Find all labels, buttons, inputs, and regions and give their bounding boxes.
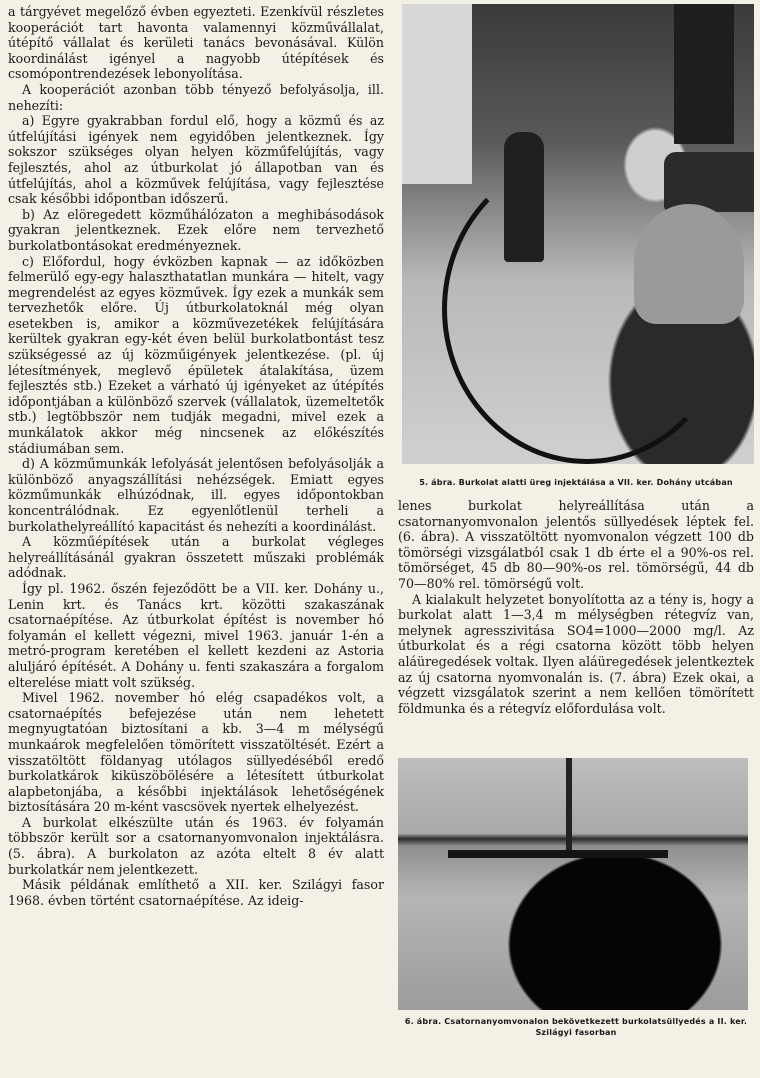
- paragraph: Mivel 1962. november hó elég csapadékos volt, a csatornaépítés befejezése után nem lehetett megnyugtatóan biztosítani a kb. 3—4 m mélységű munkaárok megfelelően tömörített visszatöltését. Ezért a visszatöltött földanyag utólagos süllyedéséből eredő burkolatkárok kiküszöbölésére a létesített útburkolat alapbetonjába, a későbbi injektálások lehetőségének biztosítására 20 m-ként vascsövek nyertek elhelyezést.: [8, 690, 384, 815]
- right-text-block: [398, 498, 754, 716]
- paragraph: A burkolat elkészülte után és 1963. év folyamán többször került sor a csatornanyomvonalon injektálásra. (5. ábra). A burkolaton az azóta eltelt 8 év alatt burkolatkár nem jelentkezett.: [8, 814, 384, 877]
- paragraph: A közműépítések után a burkolat végleges helyreállításánál gyakran összetett műszaki problémák adódnak.: [8, 534, 384, 581]
- paragraph: a) Egyre gyakrabban fordul elő, hogy a közmű és az útfelújítási igények nem egyidőben jelentkeznek. Így sokszor szükséges olyan helyen közműfelújítás, vagy fejlesztés, ahol az útburkolat jó állapotban van és útfelújítás, ahol a közművek felújítása, vagy fejlesztése csak későbbi időpontban időszerű.: [8, 113, 384, 207]
- paragraph: c) Előfordul, hogy évközben kapnak — az időközben felmerülő egy-egy halaszthatatlan munkára — hitelt, vagy megrendelést az egyes közművek. Így ezek a munkák sem tervezhetők előre. Új útburkolatoknál még olyan esetekben is, amikor a közművezetékek felújítására kerültek gyakran egy-két éven belül burkolatbontást tesz szükségessé az új közműigények jelentkezése. (pl. új létesítmények, meglevő épületek átalakítása, üzem fejlesztés stb.) Ezeket a várható új igényeket az útépítés időpontjában a különböző szervek (vállalatok, üzemeltetők stb.) legtöbbször nem tudják megadni, mivel ezek a munkálatok akkor még nincsenek az előkészítés stádiumában sem.: [8, 253, 384, 456]
- paragraph: lenes burkolat helyreállítása után a csatornanyomvonalon jelentős süllyedések léptek fel. (6. ábra). A visszatöltött nyomvonalon végzett 100 db tömörségi vizsgálatból csak 1 db érte el a 90%-os rel. tömörséget, 45 db 80—90%-os rel. tömörségű, 44 db 70—80% rel. tömörségű volt.: [398, 498, 754, 591]
- paragraph: a tárgyévet megelőző évben egyezteti. Ezenkívül részletes kooperációt tart havonta valamennyi közművállalat, útépítő vállalat és kerületi tanács bevonásával. Külön koordinálást igényel a nagyobb útépítések és csomópontrendezések lebonyolítása.: [8, 4, 384, 82]
- paragraph: Másik példának említhető a XII. ker. Szilágyi fasor 1968. évben történt csatornaépítése. Az ideig-: [8, 877, 384, 908]
- left-text-column: [8, 4, 384, 908]
- figure-5-caption: 5. ábra. Burkolat alatti üreg injektálása a VII. ker. Dohány utcában: [419, 478, 733, 487]
- figure-5-photo: [402, 4, 754, 464]
- right-column: [398, 4, 754, 1038]
- paragraph: A kooperációt azonban több tényező befolyásolja, ill. nehezíti:: [8, 81, 384, 113]
- paragraph: A kialakult helyzetet bonyolította az a tény is, hogy a burkolat alatt 1—3,4 m mélységben rétegvíz van, melynek agresszivitása SO4=1000—2000 mg/l. Az útburkolat és a régi csatorna között több helyen aláüregedések voltak. Ilyen aláüregedések jelentkeztek az új csatorna nyomvonalán is. (7. ábra) Ezek okai, a végzett vizsgálatok szerint a nem kellően tömörített földmunka és a rétegvíz előfordulása volt.: [398, 591, 754, 716]
- paragraph: Így pl. 1962. őszén fejeződött be a VII. ker. Dohány u., Lenin krt. és Tanács krt. közötti szakaszának csatornaépítése. Az útburkolat építést is november hó folyamán el kellett végezni, mivel 1963. január 1-én a metró-program keretében el kellett kezdeni az Astoria aluljáró építését. A Dohány u. fenti szakaszára a forgalom elterelése miatt volt szükség.: [8, 580, 384, 690]
- paragraph: d) A közműmunkák lefolyását jelentősen befolyásolják a különböző anyagszállítási nehézségek. Emiatt egyes közműmunkák elhúzódnak, ill. egyes időpontokban koncentrálódnak. Ez egyenlőtlenül terheli a burkolathelyreállító kapacitást és nehezíti a koordinálást.: [8, 456, 384, 534]
- figure-6-photo: [398, 758, 748, 1010]
- figure-6-caption: 6. ábra. Csatornanyomvonalon bekövetkezett burkolatsüllyedés a II. ker. Szilágyi fasorban: [404, 1017, 748, 1038]
- paragraph: b) Az elöregedett közműhálózaton a meghibásodások gyakran jelentkeznek. Ezek előre nem tervezhető burkolatbontásokat eredményeznek.: [8, 206, 384, 253]
